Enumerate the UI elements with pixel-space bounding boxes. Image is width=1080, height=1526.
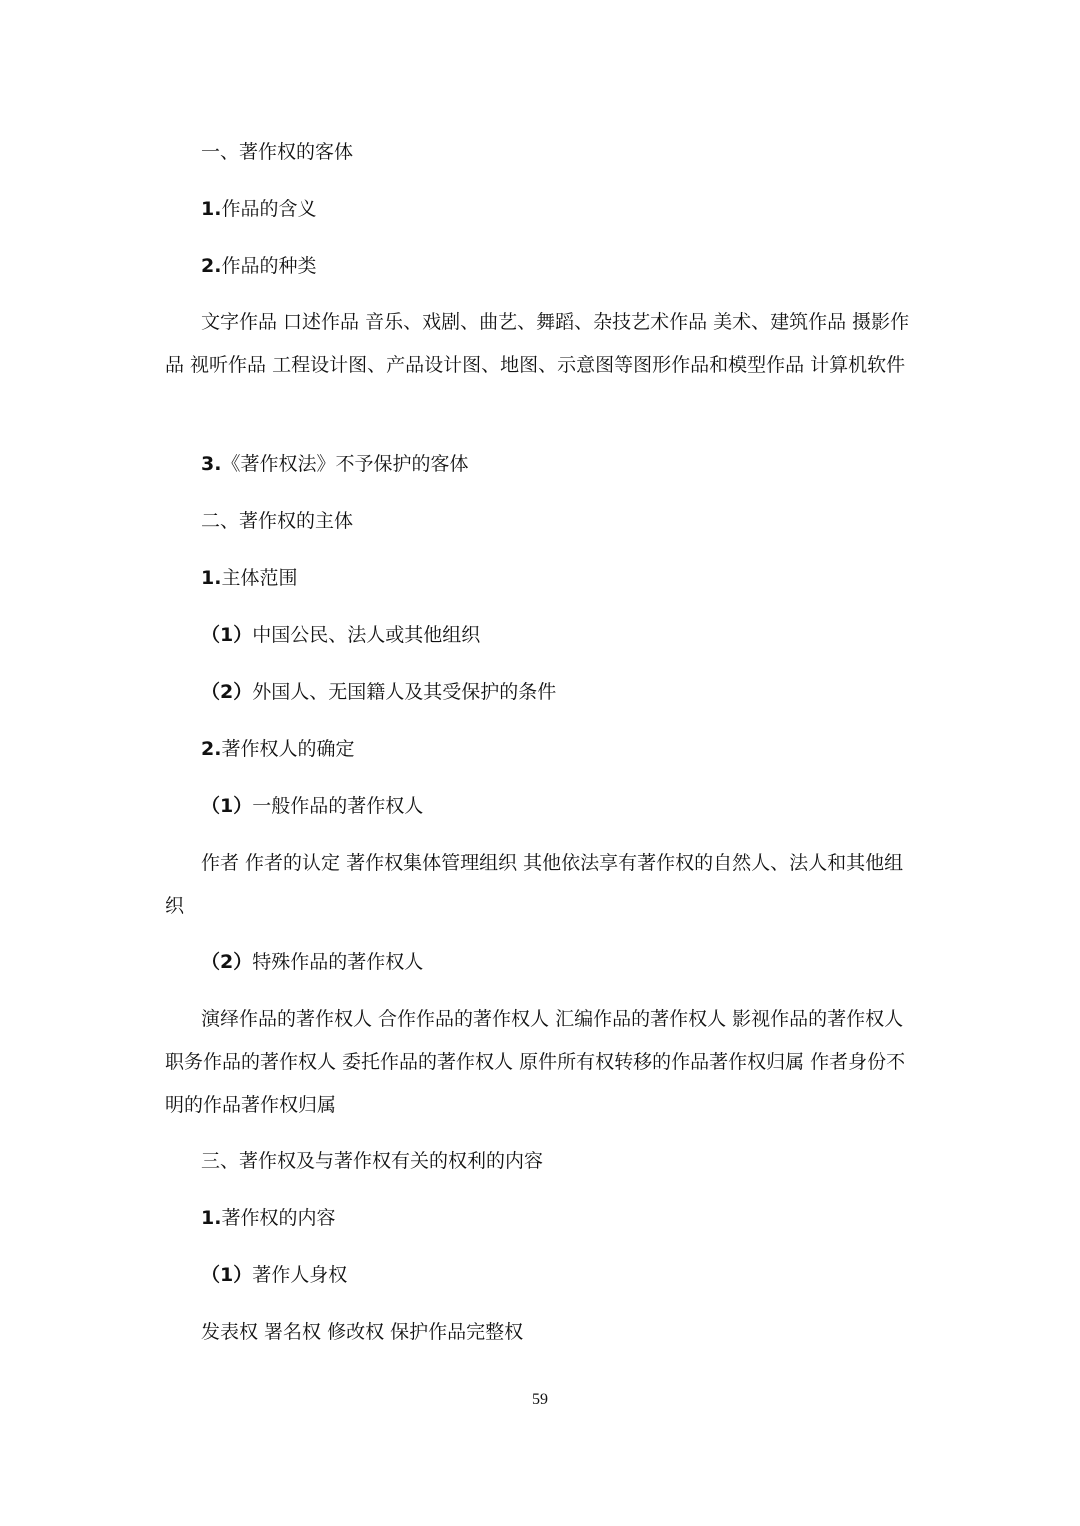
section-heading-2-text: 二、著作权的主体 (201, 510, 354, 532)
subheading-2-2-text: 著作权人的确定 (221, 738, 355, 760)
paragraph-special-owners: 演绎作品的著作权人 合作作品的著作权人 汇编作品的著作权人 影视作品的著作权人 职务作品的著作权人 委托作品的著作权人 原件所有权转移的作品著作权归属 作者身份不明的作品著作权归属 (165, 1008, 906, 1116)
subheading-3-1-text: 著作权的内容 (221, 1207, 336, 1229)
subheading-1-2-text: 作品的种类 (221, 255, 317, 277)
subheading-1-3-text: 《著作权法》不予保护的客体 (221, 453, 469, 475)
item-3-1-1-number: （1） (201, 1264, 253, 1286)
item-3-1-1 (201, 1254, 953, 1296)
subheading-2-1 (201, 557, 953, 599)
item-2-2-2-text: 特殊作品的著作权人 (252, 951, 424, 973)
item-2-1-1 (201, 614, 953, 656)
subheading-2-2-number: 2. (201, 738, 222, 760)
subheading-1-1 (201, 188, 953, 230)
item-2-1-2-number: （2） (201, 681, 253, 703)
section-heading-3-text: 三、著作权及与著作权有关的权利的内容 (201, 1150, 544, 1172)
subheading-2-2 (201, 728, 953, 770)
item-2-1-2 (201, 671, 953, 713)
item-2-1-2-text: 外国人、无国籍人及其受保护的条件 (252, 681, 557, 703)
item-2-1-1-number: （1） (201, 624, 253, 646)
paragraph-personal-rights-text: 发表权 署名权 修改权 保护作品完整权 (201, 1321, 524, 1343)
paragraph-personal-rights (201, 1311, 953, 1353)
subheading-3-1-number: 1. (201, 1207, 222, 1229)
item-2-1-1-text: 中国公民、法人或其他组织 (252, 624, 481, 646)
item-2-2-2-number: （2） (201, 951, 253, 973)
paragraph-work-types: 文字作品 口述作品 音乐、戏剧、曲艺、舞蹈、杂技艺术作品 美术、建筑作品 摄影作品 视听作品 工程设计图、产品设计图、地图、示意图等图形作品和模型作品 计算机软件 (165, 311, 910, 376)
subheading-2-1-number: 1. (201, 567, 222, 589)
item-2-2-1-text: 一般作品的著作权人 (252, 795, 424, 817)
section-heading-2 (201, 500, 953, 542)
page-number: 59 (532, 1391, 548, 1408)
item-2-2-1 (201, 785, 953, 827)
section-heading-1 (201, 131, 953, 173)
subheading-1-2 (201, 245, 953, 287)
subheading-1-3-number: 3. (201, 453, 222, 475)
subheading-3-1 (201, 1197, 953, 1239)
subheading-1-2-number: 2. (201, 255, 222, 277)
section-heading-1-text: 一、著作权的客体 (201, 141, 354, 163)
subheading-1-1-text: 作品的含义 (221, 198, 317, 220)
item-2-2-1-number: （1） (201, 795, 253, 817)
section-heading-3 (201, 1140, 953, 1182)
paragraph-general-owners: 作者 作者的认定 著作权集体管理组织 其他依法享有著作权的自然人、法人和其他组织 (165, 852, 904, 917)
subheading-2-1-text: 主体范围 (221, 567, 298, 589)
item-3-1-1-text: 著作人身权 (252, 1264, 348, 1286)
item-2-2-2 (201, 941, 953, 983)
subheading-1-3 (201, 443, 953, 485)
subheading-1-1-number: 1. (201, 198, 222, 220)
